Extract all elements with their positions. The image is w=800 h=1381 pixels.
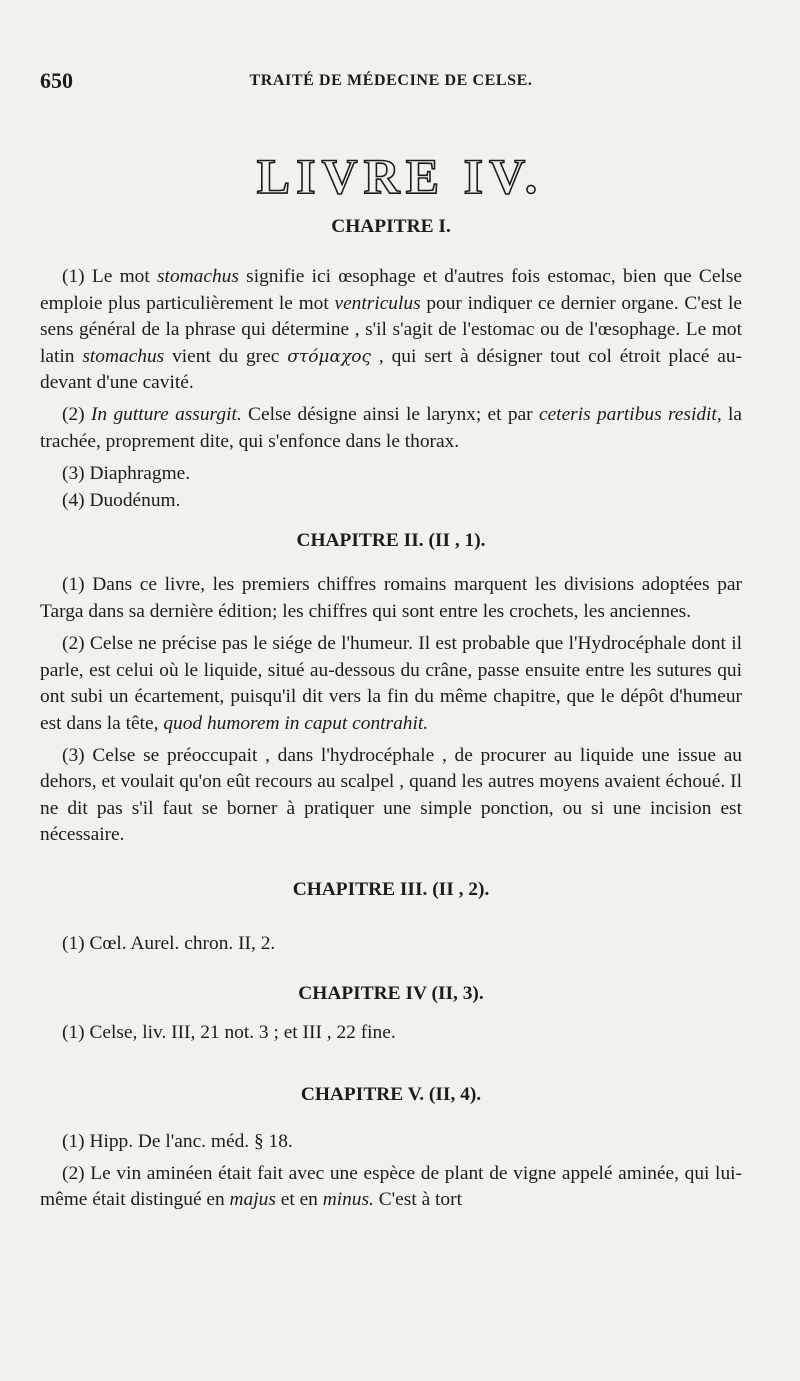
page-content bbox=[40, 214, 742, 1214]
chapter-heading: CHAPITRE IV (II, 3). bbox=[298, 983, 484, 1005]
footnote: (4) Duodénum. bbox=[62, 489, 181, 511]
footnote: (1) Cœl. Aurel. chron. II, 2. bbox=[62, 932, 276, 954]
running-title: TRAITÉ DE MÉDECINE DE CELSE. bbox=[249, 72, 533, 89]
page-number: 650 bbox=[40, 68, 73, 93]
page-header bbox=[40, 68, 742, 96]
footnote: (1) Dans ce livre, les premiers chiffres romains marquent les divisions adoptées par Targa dans sa dernière édition; les chiffres qui sont entre les crochets, les anciennes. bbox=[40, 574, 742, 622]
chapter-heading: CHAPITRE I. bbox=[331, 216, 451, 237]
book-title: LIVRE IV. bbox=[256, 148, 544, 204]
chapter-heading: CHAPITRE III. (II , 2). bbox=[292, 878, 490, 900]
footnote: (3) Diaphragme. bbox=[62, 463, 191, 485]
greek-word: στόμαχος bbox=[287, 346, 372, 367]
footnote: (3) Celse se préoccupait , dans l'hydrocéphale , de procurer au liquide une issue au dehors, et voulait qu'on eût recours au scalpel , quand les autres moyens avaient échoué. Il ne dit pas s'il faut se borner à pratiquer une simple ponction, ou si une incision est nécessaire. bbox=[40, 744, 742, 846]
footnote: (1) Hipp. De l'anc. méd. § 18. bbox=[62, 1130, 293, 1152]
footnote: (1) Le mot stomachus signifie ici œsophage et d'autres fois estomac, bien que Celse emploie plus particulièrement le mot ventriculus pour indiquer ce dernier organe. C'est le sens général de la phrase qui détermine , s'il s'agit de l'estomac ou de l'œsophage. Le mot latin stomachus vient du grec στόμαχος , qui sert à désigner tout col étroit placé au-devant d'une cavité. bbox=[40, 266, 742, 394]
footnote: (2) In gutture assurgit. Celse désigne ainsi le larynx; et par ceteris partibus residit, la trachée, proprement dite, qui s'enfonce dans le thorax. bbox=[40, 404, 742, 452]
chapter-heading: CHAPITRE V. (II, 4). bbox=[300, 1084, 482, 1106]
footnote: (2) Le vin aminéen était fait avec une espèce de plant de vigne appelé aminée, qui lui-même était distingué en majus et en minus. C'est à tort bbox=[40, 1162, 742, 1211]
chapter-heading: CHAPITRE II. (II , 1). bbox=[296, 530, 486, 552]
footnote: (1) Celse, liv. III, 21 not. 3 ; et III , 22 fine. bbox=[62, 1021, 396, 1043]
footnote: (2) Celse ne précise pas le siége de l'humeur. Il est probable que l'Hydrocéphale dont il parle, est celui où le liquide, situé au-dessous du crâne, passe ensuite entre les sutures qui ont subi un écartement, puisqu'il dit vers la fin du même chapitre, que le dépôt d'humeur est dans la tête, quod humorem in caput contrahit. bbox=[40, 633, 742, 734]
